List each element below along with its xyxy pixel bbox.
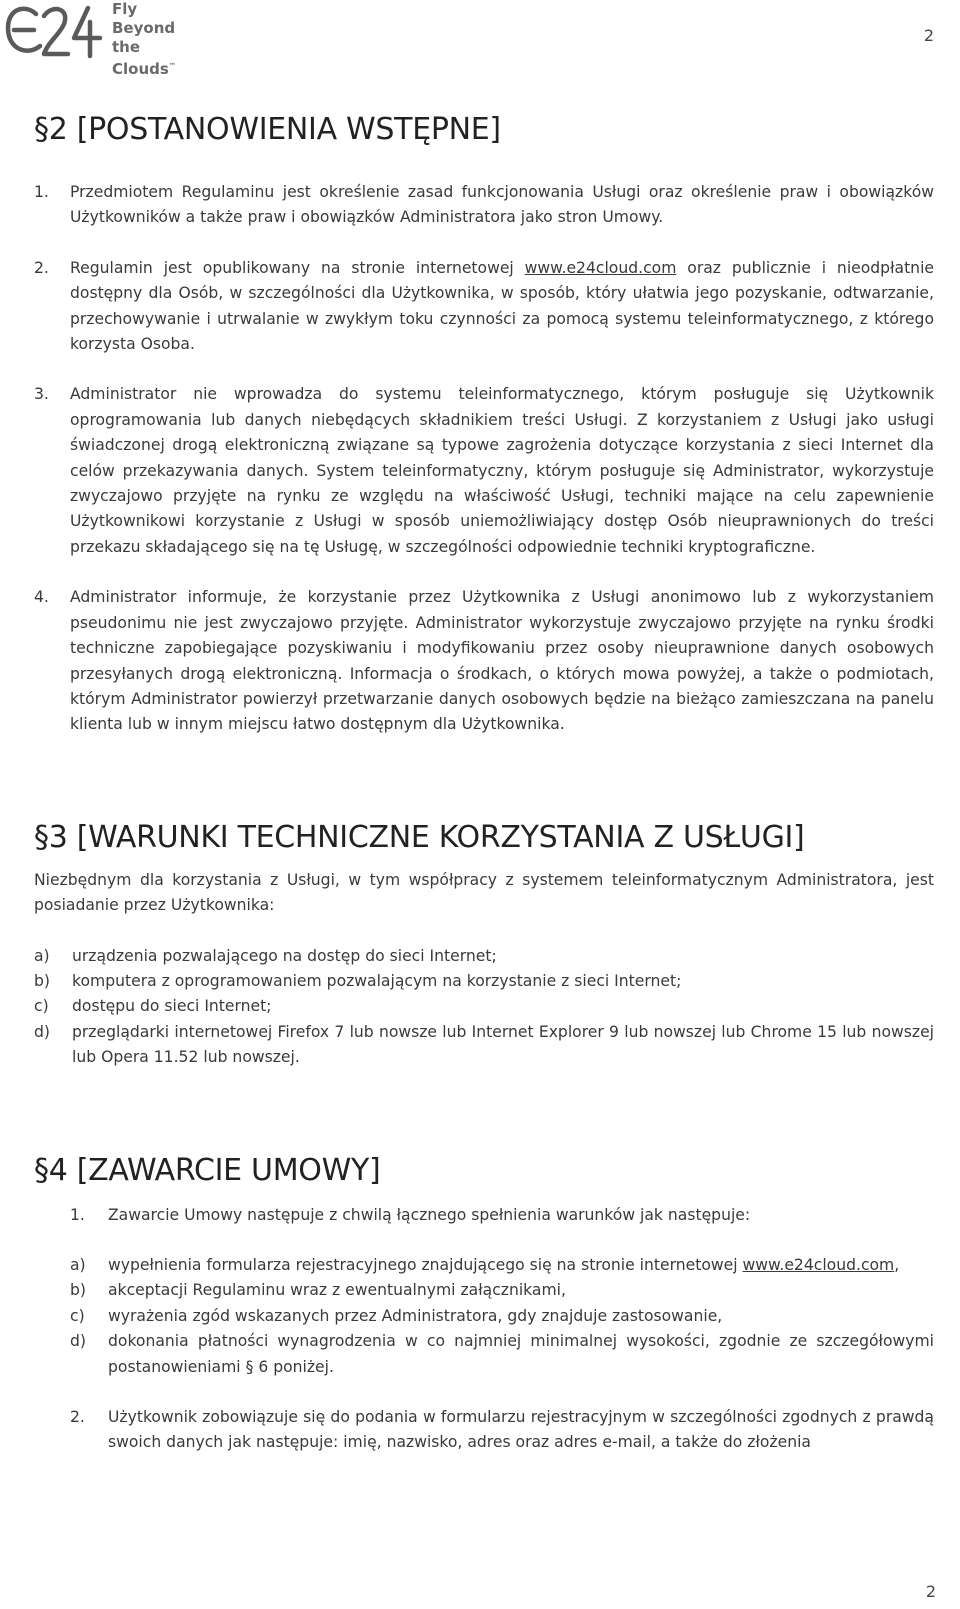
company-logo: [4, 0, 204, 78]
list-item: 4. Administrator informuje, że korzystanie przez Użytkownika z Usługi anonimowo lub z wykorzystaniem pseudonimu nie jest zwyczajowo przyjęte. Administrator wykorzystuje zwyczajowo przyjęte na rynku środki techniczne zapobiegające pozyskiwaniu i modyfikowaniu przez osoby nieuprawnione danych osobowych przesyłanych drogą elektroniczną. Informacja o środkach, o których mowa powyżej, a także o podmiotach, którym Administrator powierzył przetwarzanie danych osobowych będzie na bieżąco zamieszczana na panelu klienta lub w innym miejscu łatwo dostępnym dla Użytkownika.: [34, 588, 934, 734]
list-item: c) wyrażenia zgód wskazanych przez Administratora, gdy znajduje zastosowanie,: [70, 1306, 723, 1325]
list-item: d) dokonania płatności wynagrodzenia w co najmniej minimalnej wysokości, zgodnie ze szczegółowymi postanowieniami § 6 poniżej.: [70, 1332, 934, 1376]
page-number-bottom: 2: [925, 1582, 936, 1601]
section-2-title: §2 [POSTANOWIENIA WSTĘPNE]: [34, 112, 501, 147]
list-item: d) przeglądarki internetowej Firefox 7 lub nowsze lub Internet Explorer 9 lub nowszej lub Chrome 15 lub nowszej lub Opera 11.52 lub nowszej.: [34, 1022, 934, 1067]
tagline-line-2: Beyond: [112, 19, 176, 37]
website-link[interactable]: www.e24cloud.com: [524, 258, 677, 277]
tagline-line-3: the Clouds: [112, 38, 169, 78]
list-item: c) dostępu do sieci Internet;: [34, 997, 272, 1016]
section-3-title: §3 [WARUNKI TECHNICZNE KORZYSTANIA Z USŁUGI]: [34, 819, 805, 855]
website-link[interactable]: www.e24cloud.com: [742, 1255, 895, 1274]
tagline-line-1: Fly: [112, 0, 138, 18]
list-item: b) komputera z oprogramowaniem pozwalającym na korzystanie z sieci Internet;: [34, 971, 682, 990]
trademark-symbol: ™: [168, 62, 176, 70]
section-3-intro: Niezbędnym dla korzystania z Usługi, w tym współpracy z systemem teleinformatycznym Administratora, jest posiadanie przez Użytkownika:: [34, 870, 934, 915]
section-4-title: §4 [ZAWARCIE UMOWY]: [34, 1152, 381, 1188]
list-item: 3. Administrator nie wprowadza do systemu teleinformatycznego, którym posługuje się Użytkownik oprogramowania lub danych niebędących składnikiem treści Usługi. Z korzystaniem z Usługi jako usługi świadczonej drogą elektroniczną związane są typowe zagrożenia dotyczące korzystania z sieci Internet dla celów przekazywania danych. System teleinformatyczny, którym posługuje się Administrator, wykorzystuje zwyczajowo przyjęte na rynku ze względu na właściwość Usługi, techniki mające na celu zapewnienie Użytkownikowi korzystanie z Usługi w sposób uniemożliwiający dostęp Osób nieuprawnionych do treści przekazu składającego się na tę Usługę, w szczególności odpowiednie techniki kryptograficzne.: [34, 385, 934, 556]
list-item: 1. Zawarcie Umowy następuje z chwilą łącznego spełnienia warunków jak następuje:: [70, 1205, 751, 1224]
list-item: 2. Użytkownik zobowiązuje się do podania w formularzu rejestracyjnym w szczególności zgodnych z prawdą swoich danych jak następuje: imię, nazwisko, adres oraz adres e-mail, a także do złożenia: [70, 1408, 934, 1452]
document-body: [34, 110, 934, 1456]
e24-logo-icon: [4, 2, 106, 62]
list-item: 2. Regulamin jest opublikowany na stronie internetowej www.e24cloud.com oraz publicznie i nieodpłatnie dostępny dla Osób, w szczególności dla Użytkownika, w sposób, który ułatwia jego pozyskanie, odtwarzanie, przechowywanie i utrwalanie w zwykłym toku czynności za pomocą systemu teleinformatycznego, z którego korzysta Osoba.: [34, 258, 934, 354]
page-number-top: 2: [923, 26, 934, 45]
logo-tagline: [112, 0, 204, 79]
list-item: a) urządzenia pozwalającego na dostęp do sieci Internet;: [34, 946, 497, 965]
list-item: b) akceptacji Regulaminu wraz z ewentualnymi załącznikami,: [70, 1281, 566, 1300]
list-item: 1. Przedmiotem Regulaminu jest określenie zasad funkcjonowania Usługi oraz określenie praw i obowiązków Użytkowników a także praw i obowiązków Administratora jako stron Umowy.: [34, 183, 934, 227]
list-item: a) wypełnienia formularza rejestracyjnego znajdującego się na stronie internetowej www.e24cloud.com,: [70, 1255, 900, 1274]
